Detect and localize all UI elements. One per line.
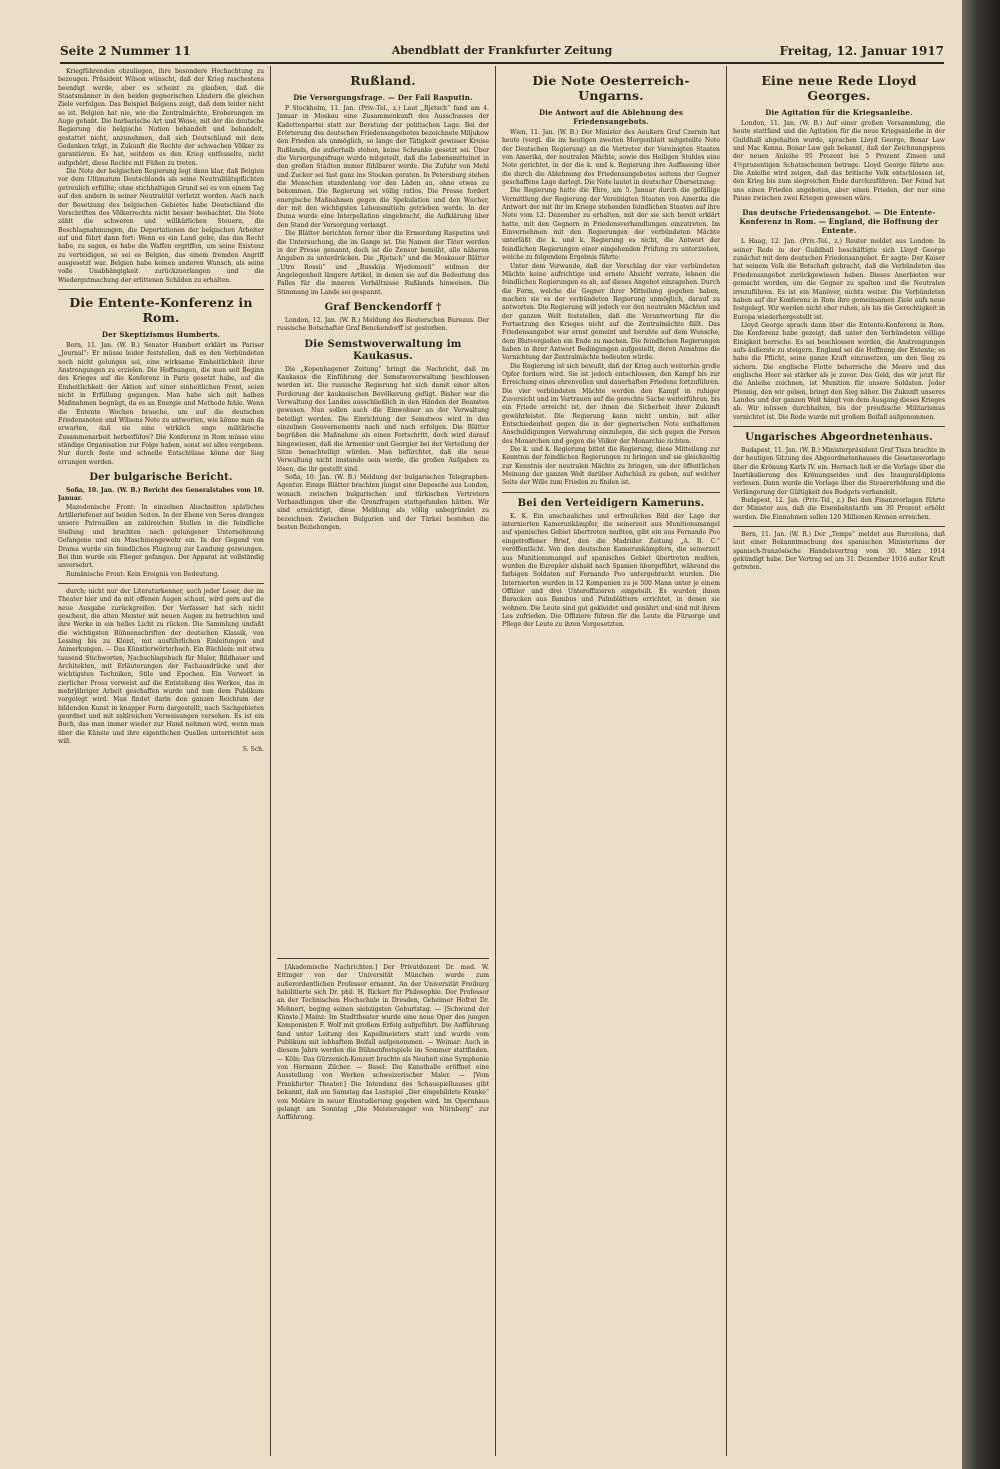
- rumanian-front: Rumänische Front: Kein Ereignis von Bedeutung.: [66, 570, 220, 578]
- article-kamerun: K. K. Ein anschauliches und erfreuliches Bild der Lage der internierten Kamerunkämpfer, die seinerzeit aus Munitionsmangel auf spanisches Gebiet übertreten mußten, gibt ein aus Fernando Poo eingetroffener Brief, den die Madrider Zeitung „A. B. C.“ veröffentlicht. Von den deutschen Kamerunkämpfern, die seinerzeit aus Munitionsmangel auf spanisches Gebiet übertreten mußten, wurden die Europäer alsbald nach Spanien übergeführt, während die farbigen Soldaten auf Fernando Poo untergebracht wurden. Die Internierten wurden in 12 Kompanien zu je 500 Mann unter je einem Offizier und drei Unteroffizieren eingeteilt. Es wurden ihnen Baracken aus Bambus und Palmblättern errichtet, in denen sie wohnen. Die Leute sind gut gekleidet und genährt und sind mit ihrem Los zufrieden. Die Offiziere führen für die Leute die Fürsorge und Pflege der Leute zu ihren Vorgesetzten.: [502, 512, 720, 629]
- headline-russland: Rußland.: [350, 73, 416, 88]
- subhead-versorgung: Die Versorgungsfrage. — Der Fall Rasputin.: [293, 93, 473, 102]
- column-rule-1: [270, 66, 271, 1456]
- column-rule-3: [726, 66, 727, 1456]
- article-rom: Bern, 11. Jan. (W. B.) Senator Humbert erklärt im Pariser „Journal“: Er müsse leider feststellen, daß es den Verbündeten noch nicht gelungen sei, eine wirksame Einheitlichkeit ihrer Anstrengungen zu erzielen. Die Hoffnungen, die man seit Beginn des Krieges auf die Konferenz in Paris gesetzt habe, auf die Einheitlichkeit der Aktion auf einer einheitlichen Front, seien nicht in Erfüllung gegangen. Man habe sich mit halben Maßnahmen begnügt, da es an Energie und Methode fehle. Wenn die Entente Wochen brauche, um auf die deutschen Friedensnoten und Wilsons Note zu antworten, wie könne man da erwarten, daß sie eine wirklich enge militärische Zusammenarbeit herbeiführe? Die Konferenz in Rom müsse eine ständige Organisation zur Folge haben, sonst sei alles vergebens. Nur durch feste und schnelle Entschlüsse könne der Sieg errungen werden.: [58, 341, 264, 466]
- headline-benckendorff: Graf Benckendorff †: [324, 301, 442, 313]
- cultural-notes: [Akademische Nachrichten.] Der Privatdozent Dr. med. W. Ettinger von der Universität München wurde zum außerordentlichen Professor ernannt. An der Universität Freiburg habilitierte sich Dr. phil. H. Rickert für Philosophie. Der Professor an der Technischen Hochschule in Dresden, Geheimer Hofrat Dr. Mehnert, beging seinen siebzigsten Geburtstag. — [Schwund der Künste.] Mainz: Im Stadttheater wurde eine neue Oper des jungen Komponisten F. Wolf mit großem Erfolg aufgeführt. Die Aufführung fand unter Leitung des Kapellmeisters statt und wurde vom Publikum mit lebhaftem Beifall aufgenommen. — Weimar: Auch in diesem Jahre werden die Bühnenfestspiele im Sommer stattfinden. — Köln: Das Gürzenich-Konzert brachte als Neuheit eine Symphonie von Hermann Zilcher. — Basel: Die Kunsthalle eröffnet eine Ausstellung von Werken schweizerischer Maler. — [Vom Frankfurter Theater.] Die Intendanz des Schauspielhauses gibt bekannt, daß am Samstag das Lustspiel „Der eingebildete Kranke“ von Molière in neuer Einstudierung gegeben wird. Im Opernhaus gelangt am Sonntag „Die Meistersinger von Nürnberg“ zur Aufführung.: [277, 964, 489, 1122]
- subhead-friedensangebot: Das deutsche Friedensangebot. — Die Entente-Konferenz in Rom. — England, die Hoffnung der Entente.: [739, 208, 939, 236]
- feuilleton-divider: [58, 583, 264, 584]
- section-divider-5: [733, 526, 945, 527]
- article-bulgarian: Mazedonische Front: In einzelnen Abschnitten spärliches Artilleriefeuer auf beiden Seiten. In der Ebene von Seres drangen unsere Patrouillen an zahlreichen Stellen in die feindliche Stellung und brachten nach gelungener Unternehmung Gefangene und ein Maschinengewehr ein. In der Gegend von Drama wurde ein feindliches Flugzeug zur Landung gezwungen. Bei ihm wurde ein Flieger gefangen. Der Apparat ist vollständig unversehrt.: [58, 503, 264, 570]
- headline-entente-rom: Die Entente-Konferenz in Rom.: [69, 294, 253, 325]
- masthead-rule: [60, 62, 944, 64]
- article-sofia-2: Sofia, 10. Jan. (W. B.) Meldung der bulgarischen Telegraphen-Agentur. Einige Blätter brachten jüngst eine Depesche aus London, wonach zwischen bulgarischen und türkischen Vertretern Verhandlungen über die Grenzfragen stattgefunden hätten. Wir sind ermächtigt, diese Meldung als völlig unbegründet zu bezeichnen. Zwischen Bulgarien und der Türkei bestehen die besten Beziehungen.: [277, 474, 489, 532]
- column-rule-2: [495, 66, 496, 1456]
- article-lloyd-george-3: Lloyd George sprach dann über die Entente-Konferenz in Rom. Die Konferenz habe gezeigt, daß unter den Verbündeten völlige Einigkeit herrsche. Es sei beschlossen worden, die Anstrengungen aufs äußerste zu steigern. England sei die Hoffnung der Entente; es habe die Pflicht, seine ganze Kraft einzusetzen, um den Sieg zu sichern. Die englische Flotte beherrsche die Meere und das englische Heer sei stärker als je zuvor. Das Geld, das wir jetzt für die Anleihe zeichnen, ist Munition für unsere Soldaten. Jeder Pfennig, den wir geben, bringt den Sieg näher. Die Zukunft unseres Landes und der ganzen Welt hängt von dem Ausgang dieses Krieges ab. Wir müssen durchhalten, bis der preußische Militarismus vernichtet ist. Die Rede wurde mit großem Beifall aufgenommen.: [733, 321, 945, 421]
- article-note-3: Unter dem Vorwande, daß der Vorschlag der vier verbündeten Mächte keine aufrichtige und ernste Absicht verrate, lehnen die feindlichen Regierungen es ab, auf dieses Angebot einzugehen. Durch die Form, welche die Gegner ihrer Mitteilung gegeben haben, machen sie es der verbündeten Regierung unmöglich, darauf zu antworten. Die Regierung will jedoch vor den neutralen Mächten und der ganzen Welt feststellen, daß die Verantwortung für die Fortsetzung des Krieges nicht auf die Zentralmächte fällt. Das Friedensangebot war ernst gemeint und beruhte auf dem Wunsche, dem Blutvergießen ein Ende zu machen. Die feindlichen Regierungen haben in ihrer Antwort Bedingungen aufgestellt, deren Annahme die Vernichtung der Zentralmächte bedeuten würde.: [502, 262, 720, 362]
- article-lloyd-george-1: London, 11. Jan. (W. B.) Auf einer großen Versammlung, die heute stattfand und die Agitation für die neue Kriegsanleihe in der Guildhall abgehalten wurde, sprachen Lloyd George, Bonar Law und Mac Kenna. Bonar Law gab bekannt, daß der Zeichnungspreis der neuen Anleihe 95 Prozent bei 5 Prozent Zinsen und 4½prozentigen Schatzscheinen betrage. Lloyd George führte aus: Die Anleihe wird zeigen, daß das britische Volk entschlossen ist, den Krieg bis zum siegreichen Ende durchzuführen. Der Feind hat uns einen Frieden angeboten, aber einen Frieden, der nur eine Pause zwischen zwei Kriegen gewesen wäre.: [733, 120, 945, 203]
- headline-note-oesterreich: Die Note Oesterreich-Ungarns.: [532, 73, 690, 103]
- column-1: [58, 68, 264, 1453]
- headline-ungarisches-abgeordnetenhaus: Ungarisches Abgeordnetenhaus.: [745, 432, 933, 443]
- dateline-sofia: Sofia, 10. Jan. (W. B.) Bericht des Generalstabes vom 10. Januar.: [58, 487, 264, 503]
- article-russland: P Stockholm, 11. Jan. (Priv.-Tel., z.) Laut „Rjetsch“ fand am 4. Januar in Moskau eine Zusammenkunft des Ausschusses der Kadettenpartei statt zur Beratung der politischen Lage. Bei der Erörterung des deutschen Friedensangebotes bezeichnete Miljukow den Frieden als unmöglich, so lange der Tätigkeit gewisser Kreise Rußlands, die außerhalb stehen, keine Schranke gesetzt sei. Über die Versorgungsfrage wurde mitgeteilt, daß die Lebensmittelnot in den großen Städten immer fühlbarer werde. Die Zufuhr von Mehl und Zucker sei fast ganz ins Stocken geraten. In Petersburg stehen die Menschen stundenlang vor den Läden an, ohne etwas zu bekommen. Die Regierung sei völlig ratlos. Die Presse fordert energische Maßnahmen gegen die Spekulation und den Wucher, der mit den wichtigsten Lebensmitteln getrieben werde. In der Duma wurde eine Interpellation eingebracht, die Aufklärung über den Stand der Versorgung verlangt.: [277, 105, 489, 229]
- headline-semstwo: Die Semstwoverwaltung im Kaukasus.: [304, 338, 462, 362]
- article-lloyd-george-2: L Haag, 12. Jan. (Priv.-Tel., z.) Reuter meldet aus London: In seiner Rede in der Guildhall beschäftigte sich Lloyd George zunächst mit dem deutschen Friedensangebot. Er sagte: Der Kaiser hat seinem Volk die Botschaft gebracht, daß die Verbündeten das Friedensangebot zurückgewiesen haben. Dieses Anerbieten war gemacht worden, um die Gegner zu spalten und die Neutralen irrezuführen. Es ist ein Manöver, nichts weiter. Die Verbündeten haben auf der Konferenz in Rom ihre gemeinsamen Ziele aufs neue festgelegt. Wir werden nicht eher ruhen, als bis die Gerechtigkeit in Europa wiederhergestellt ist.: [733, 238, 945, 321]
- belgian-note-text-2: Die Note der belgischen Regierung legt dann klar, daß Belgien vor dem Ultimatum Deutschlands als seine Neutralitätspflichten getreulich erfüllte; ohne stichhaltigen Grund sei es von einem Tag auf den andern in seiner Neutralität verletzt worden. Auch nach der Besetzung des belgischen Gebietes habe Deutschland die Vorschriften des Völkerrechts nicht besser beobachtet. Die Note zählt die schweren und willkürlichen Steuern, die Beschlagnahmungen, die Deportationen der belgischen Arbeiter auf und führt dann fort: Wenn es ein Land gebe, das das Recht habe, zu sagen, es habe die Waffen ergriffen, um seine Existenz zu verteidigen, so sei es Belgien, das einem fremden Angriff ausgesetzt war. Belgien habe keinen anderen Wunsch, als seine volle Unabhängigkeit zurückzuerlangen und die Wiedergutmachung der erlittenen Schäden zu erhalten.: [58, 168, 264, 284]
- article-ungarn-2: Budapest, 12. Jan. (Priv.-Tel., z.) Bei den Finanzvorlagen führte der Minister aus, daß die Eisenbahntarife um 30 Prozent erhöht werden. Die Einnahmen sollen 120 Millionen Kronen erreichen.: [733, 497, 945, 521]
- article-note-5: Die k. und k. Regierung bittet die Regierung, diese Mitteilung zur Kenntnis der feindlichen Regierungen zu bringen und sie gleichzeitig zur Kenntnis der neutralen Mächte zu bringen, um der öffentlichen Meinung der ganzen Welt darüber Aufschluß zu geben, auf welcher Seite der Wille zum Frieden zu finden ist.: [502, 446, 720, 487]
- article-semstwo: Die „Kopenhagener Zeitung“ bringt die Nachricht, daß im Kaukasus die Einführung der Semstwoverwaltung beschlossen worden ist. Die russische Regierung hat sich damit einer alten Forderung der kaukasischen Bevölkerung gefügt. Bisher war die Verwaltung des Landes ausschließlich in den Händen der Beamten gewesen. Nun sollen auch die Einwohner an der Verwaltung beteiligt werden. Die Einrichtung der Semstwos wird in den einzelnen Gouvernements nach und nach erfolgen. Die Blätter begrüßen die Maßnahme als einen Fortschritt, doch wird darauf hingewiesen, daß die Armenier und Georgier bei der Verteilung der Sitze benachteiligt würden. Man befürchtet, daß die neue Verwaltung nicht imstande sein werde, die großen Aufgaben zu lösen, die ihr gestellt sind.: [277, 365, 489, 473]
- feuilleton-text: durch; nicht nur der Literaturkenner, auch jeder Leser, der im Theater hier und da mit offenen Augen schaut, wird gern auf die neue Ausgabe zurückgreifen. Der Verfasser hat sich nicht gescheut, die alten Meister mit neuen Augen zu betrachten und ihre Werke in ein helles Licht zu rücken. Die Sammlung umfaßt die wichtigsten Bühnenschriften der deutschen Klassik, von Lessing bis zu Kleist, mit ausführlichen Einleitungen und Anmerkungen. — Das Künstlerwörterbuch. Ein Büchlein: mit etwa tausend Stichworten, Nachschlagebuch für Maler, Bildhauer und Architekten, mit Erläuterungen der Fachausdrücke und der wichtigsten Techniken, Stile und Epochen. Ein Vorwort in zierlicher Prosa verweist auf die Entstehung des Werkes, das in mehrjähriger Arbeit geschaffen wurde und nun dem Publikum vorgelegt wird. Man findet darin den ganzen Reichtum der bildenden Kunst in knapper Form dargestellt, nach Sachgebieten geordnet und mit zahlreichen Verweisungen versehen. Es ist ein Buch, das man immer wieder zur Hand nehmen wird, wenn man über die Künste und ihre eigentlichen Quellen unterrichtet sein will.: [58, 587, 264, 746]
- subhead-antwort: Die Antwort auf die Ablehnung des Friedensangebots.: [539, 108, 683, 126]
- article-ungarn-1: Budapest, 11. Jan. (W. B.) Ministerpräsident Graf Tisza brachte in der heutigen Sitzung des Abgeordnetenhauses die Gesetzesvorlage über die Krönung Karls IV. ein. Hernach ließ er die Vorlage über die Inartikulierung des Krönungseides und des Inauguraldiploms verlesen. Dann wurde die Vorlage über die Steuererhöhung und die Verlängerung der Gültigkeit des Budgets verhandelt.: [733, 447, 945, 496]
- feuilleton-signature: S. Sch.: [242, 746, 264, 754]
- column-4: [733, 68, 945, 1453]
- column-2-notes: [277, 964, 489, 1452]
- article-note-4: Die Regierung ist sich bewußt, daß der Krieg auch weiterhin große Opfer fordern wird. Sie ist jedoch entschlossen, den Kampf bis zur Erreichung eines ehrenvollen und dauerhaften Friedens fortzuführen. Die vier verbündeten Mächte werden den Kampf in ruhiger Zuversicht und im Vertrauen auf die gerechte Sache weiterführen, bis ein Friede erreicht ist, der ihnen die Sicherheit ihrer Zukunft gewährleistet. Die Regierung kann nicht umhin, mit aller Entschiedenheit gegen die in der gegnerischen Note enthaltenen Anschuldigungen Verwahrung einzulegen, die sich gegen die Person des Monarchen und gegen die Völker der Monarchie richten.: [502, 362, 720, 445]
- belgian-note-text: Kriegführenden obzuliegen, ihre besondere Hochachtung zu bezeugen. Präsident Wilson wünscht, daß der Krieg raschestens beendigt werde, aber es scheint zu glauben, daß die Staatsmänner in den beiden gegnerischen Ländern die gleichen Ziele verfolgen. Das Beispiel Belgiens zeigt, daß dem leider nicht so ist. Belgien hat nie, wie die Zentralmächte, Eroberungen im Auge gehabt. Die barbarische Art und Weise, mit der die deutsche Regierung die belgische Nation behandelt und behandelt, gestattet nicht, anzunehmen, daß sich Deutschland mit dem Gedanken trägt, in Zukunft die Rechte der schwachen Völker zu garantieren. Es hat, seitdem es den Krieg entfesselte, nicht aufgehört, diese Rechte mit Füßen zu treten.: [58, 68, 264, 167]
- article-note-2: Die Regierung hatte die Ehre, am 5. Januar durch die gefällige Vermittlung der Regierung der Vereinigten Staaten von Amerika die Antwort der mit ihr im Kriege stehenden feindlichen Staaten auf ihre Note vom 12. Dezember zu erhalten, mit der sie sich bereit erklärt hatte, mit den Gegnern in Friedensverhandlungen einzutreten. Im Einvernehmen mit den Regierungen der verbündeten Mächte unterläßt die k. und k. Regierung es nicht, die Antwort der feindlichen Regierungen einer eingehenden Prüfung zu unterziehen, welche zu folgendem Ergebnis führte:: [502, 187, 720, 262]
- headline-bulgarian-report: Der bulgarische Bericht.: [89, 472, 233, 484]
- section-divider-3: [502, 492, 720, 493]
- article-spanien: Bern, 11. Jan. (W. B.) Der „Temps“ meldet aus Barcelona, daß laut einer Bekanntmachung des spanischen Ministeriums der spanisch-französische Handelsvertrag vom 30. März 1914 gekündigt habe. Der Vertrag sei am 31. Dezember 1916 außer Kraft getreten.: [733, 531, 945, 572]
- article-note-1: Wien, 11. Jan. (W. B.) Der Minister des Aeußern Graf Czernin hat heute (vergl. die im heutigen zweiten Morgenblatt mitgeteilte Note der Deutschen Regierung) an die Vertreter der Vereinigten Staaten von Amerika, der neutralen Mächte, sowie des Heiligen Stuhles eine Note gerichtet, in der die k. und k. Regierung ihre Auffassung über die durch die Ablehnung des Friedensangebotes seitens der Gegner geschaffene Lage darlegt. Die Note lautet in deutscher Übersetzung:: [502, 129, 720, 187]
- headline-lloyd-george: Eine neue Rede Lloyd Georges.: [761, 73, 917, 103]
- issue-date: Freitag, 12. Januar 1917: [779, 44, 944, 58]
- column-2: [277, 68, 489, 956]
- subhead-kriegsanleihe: Die Agitation für die Kriegsanleihe.: [765, 108, 913, 117]
- book-binding-edge: [962, 0, 1000, 1469]
- section-divider-4: [733, 426, 945, 427]
- masthead: [60, 40, 944, 62]
- article-russland-2: Die Blätter berichten ferner über die Ermordung Rasputins und die Untersuchung, die im Gange ist. Die Namen der Täter werden in der Presse genannt, doch ist die Zensur bemüht, alle näheren Angaben zu unterdrücken. Die „Rjetsch“ und die Moskauer Blätter „Utro Rossii“ und „Russkija Wjedomosti“ widmen der Angelegenheit längere Artikel, in denen sie auf die Bedeutung des Falles für die inneren Verhältnisse Rußlands hinweisen. Die Stimmung im Lande sei gespannt.: [277, 230, 489, 296]
- column-3: [502, 68, 720, 1453]
- subhead-humbert: Der Skeptizismus Humberts.: [101, 329, 221, 339]
- section-divider: [58, 289, 264, 290]
- headline-kamerun: Bei den Verteidigern Kameruns.: [517, 497, 705, 509]
- page-number: Seite 2 Nummer 11: [60, 44, 191, 58]
- newspaper-name: Abendblatt der Frankfurter Zeitung: [391, 44, 613, 57]
- feuilleton-rule: [277, 958, 489, 959]
- article-benckendorff: London, 12. Jan. (W. B.) Meldung des Reuterschen Bureaus. Der russische Botschafter Graf Benckendorff ist gestorben.: [277, 316, 489, 333]
